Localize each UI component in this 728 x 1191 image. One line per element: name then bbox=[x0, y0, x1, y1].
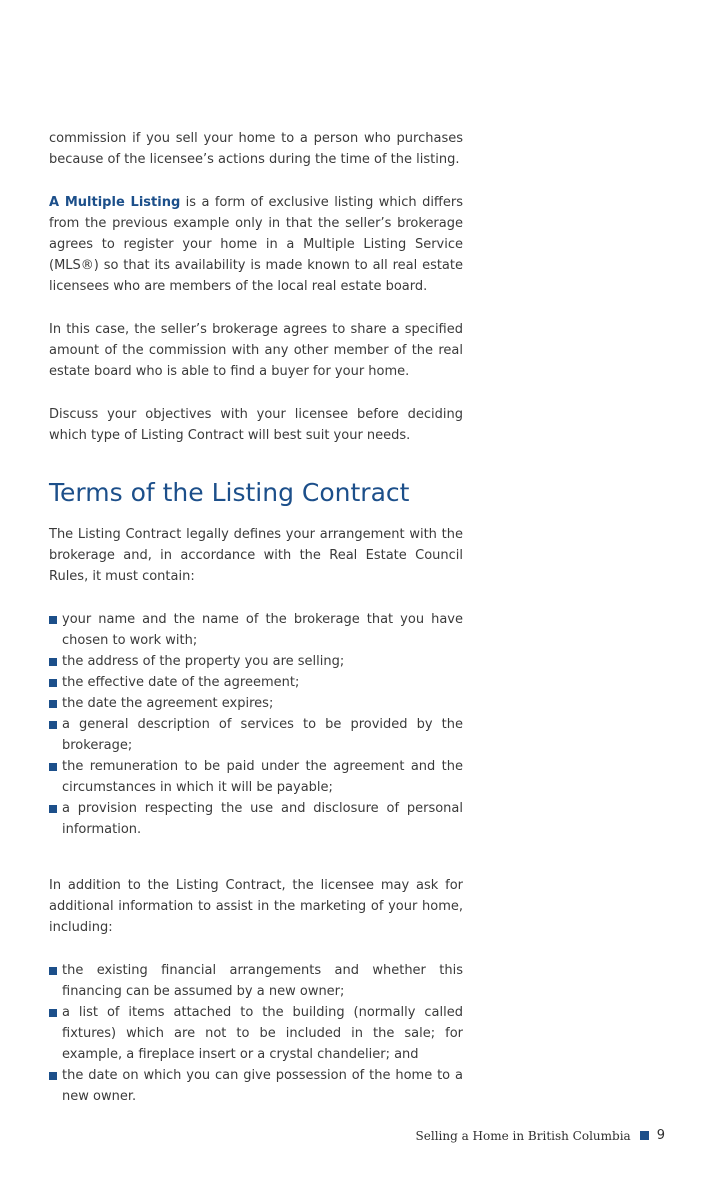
list-item: a list of items attached to the building (normally called fixtures) which are not to be included in the sale; for example, a fireplace insert or a crystal chandelier; and bbox=[49, 1002, 463, 1065]
list-item: the address of the property you are selling; bbox=[49, 651, 463, 672]
square-bullet-icon bbox=[49, 658, 57, 666]
paragraph-discuss-objectives: Discuss your objectives with your licensee before deciding which type of Listing Contract will best suit your needs. bbox=[49, 407, 463, 443]
term-multiple-listing: A Multiple Listing bbox=[49, 195, 181, 210]
square-bullet-icon bbox=[49, 721, 57, 729]
square-separator-icon bbox=[640, 1131, 649, 1140]
paragraph-commission: commission if you sell your home to a person who purchases because of the licensee’s actions during the time of the listing. bbox=[49, 131, 463, 167]
square-bullet-icon bbox=[49, 763, 57, 771]
page-number: 9 bbox=[656, 1128, 665, 1143]
multiple-listing-text: is a form of exclusive listing which differs from the previous example only in that the seller’s brokerage agrees to register your home in a Multiple Listing Service (MLS®) so that its availability is made known to all real estate licensees who are members of the local real estate board. bbox=[49, 195, 464, 294]
additional-info-list bbox=[49, 960, 463, 1107]
page-footer bbox=[416, 1128, 665, 1143]
square-bullet-icon bbox=[49, 679, 57, 687]
paragraph-intro: The Listing Contract legally defines your arrangement with the brokerage and, in accordance with the Real Estate Council Rules, it must contain: bbox=[49, 527, 463, 584]
list-item: the date on which you can give possession of the home to a new owner. bbox=[49, 1065, 463, 1107]
list-item: the date the agreement expires; bbox=[49, 693, 463, 714]
square-bullet-icon bbox=[49, 1072, 57, 1080]
square-bullet-icon bbox=[49, 700, 57, 708]
square-bullet-icon bbox=[49, 616, 57, 624]
section-heading: Terms of the Listing Contract bbox=[49, 478, 410, 507]
list-item: a general description of services to be provided by the brokerage; bbox=[49, 714, 463, 756]
paragraph-additional-info: In addition to the Listing Contract, the licensee may ask for additional information to assist in the marketing of your home, including: bbox=[49, 878, 463, 935]
list-item: the effective date of the agreement; bbox=[49, 672, 463, 693]
square-bullet-icon bbox=[49, 805, 57, 813]
required-contents-list bbox=[49, 609, 463, 840]
list-item: your name and the name of the brokerage that you have chosen to work with; bbox=[49, 609, 463, 651]
list-item: a provision respecting the use and disclosure of personal information. bbox=[49, 798, 463, 840]
square-bullet-icon bbox=[49, 967, 57, 975]
page-body bbox=[49, 128, 463, 1107]
square-bullet-icon bbox=[49, 1009, 57, 1017]
list-item: the remuneration to be paid under the agreement and the circumstances in which it will be payable; bbox=[49, 756, 463, 798]
list-item: the existing financial arrangements and whether this financing can be assumed by a new owner; bbox=[49, 960, 463, 1002]
paragraph-multiple-listing bbox=[49, 192, 463, 297]
paragraph-commission-share: In this case, the seller’s brokerage agrees to share a specified amount of the commission with any other member of the real estate board who is able to find a buyer for your home. bbox=[49, 322, 463, 379]
footer-title: Selling a Home in British Columbia bbox=[415, 1128, 631, 1143]
